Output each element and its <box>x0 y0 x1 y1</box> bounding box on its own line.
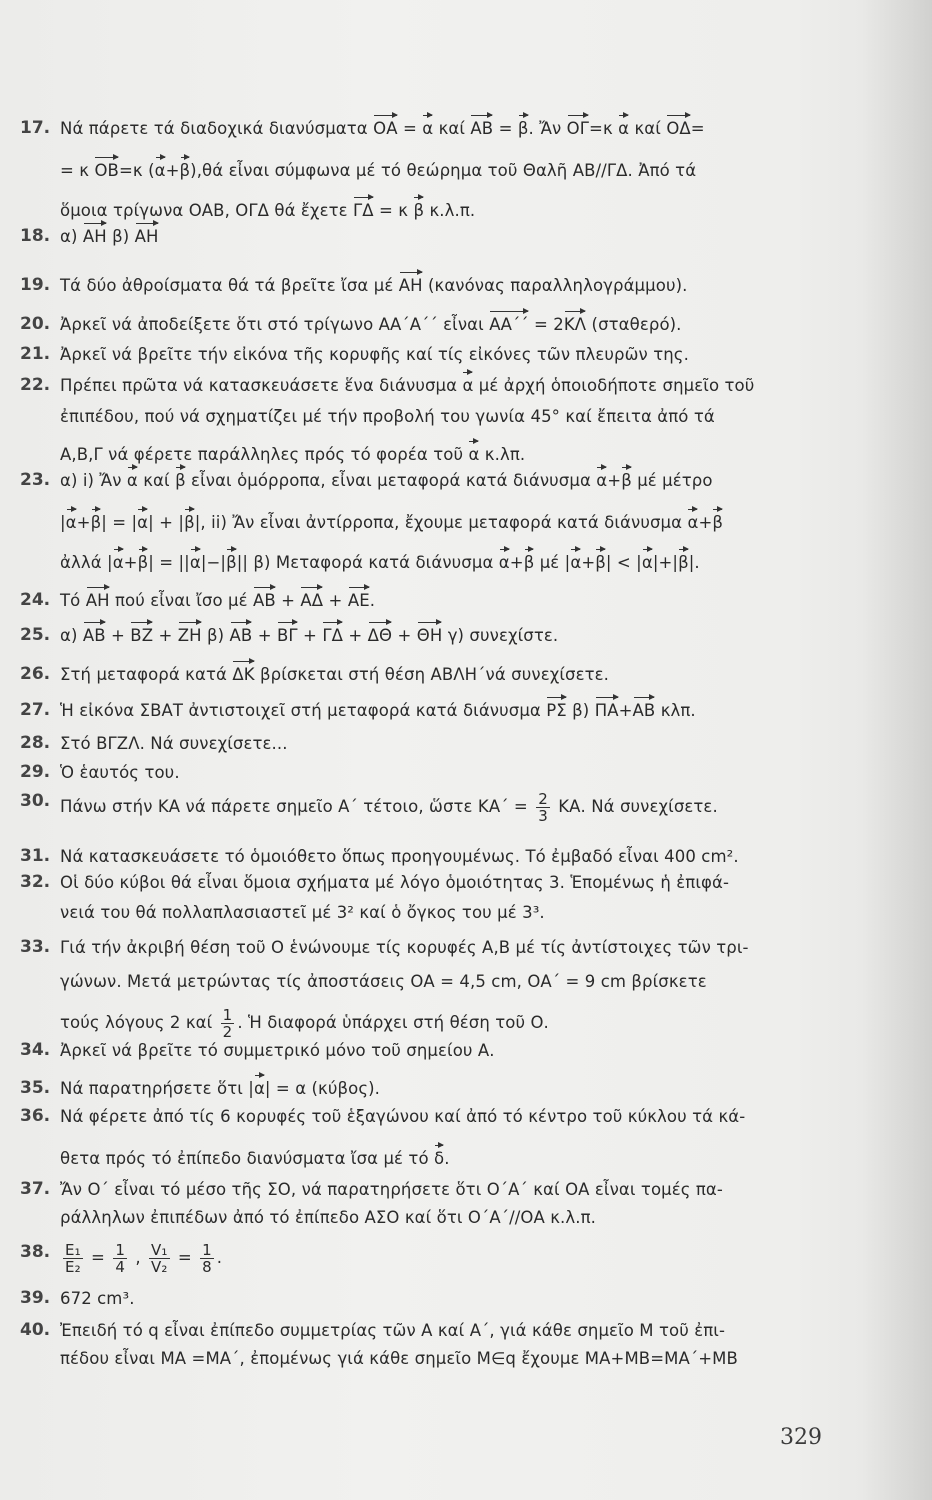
exercise-text-line: Τά δύο ἀθροίσματα θά τά βρεῖτε ἴσα μέ ΑΗ (κανόνας παραλληλογράμμου). <box>60 276 688 295</box>
exercise-text-line: γώνων. Μετά μετρώντας τίς ἀποστάσεις ΟΑ = 4,5 cm, ΟΑ΄ = 9 cm βρίσκετε <box>60 972 707 991</box>
vector-symbol: ΖΗ <box>177 626 202 645</box>
exercise-text-line: 672 cm³. <box>60 1289 135 1308</box>
exercise-number: 18. <box>20 226 51 246</box>
fraction: $\frac{2}{3}$ <box>538 790 548 825</box>
vector-symbol: ΟΑ <box>373 119 398 138</box>
exercise-number: 23. <box>20 470 51 490</box>
vector-symbol: α <box>253 1079 265 1098</box>
vector-symbol: α <box>498 553 510 572</box>
vector-symbol: ΑΗ <box>82 227 107 246</box>
vector-symbol: α <box>570 553 582 572</box>
exercise-text-line: Πάνω στήν ΚΑ νά πάρετε σημεῖο Α΄ τέτοιο, ὥστε ΚΑ΄ = $\frac{2}{3}$ ΚΑ. Νά συνεχίσετε. <box>60 790 718 825</box>
exercise-number: 34. <box>20 1040 51 1060</box>
vector-symbol: β <box>517 119 529 138</box>
vector-symbol: ΡΣ <box>546 701 567 720</box>
exercise-text-line: Οἱ δύο κύβοι θά εἶναι ὅμοια σχήματα μέ λόγο ὁμοιότητας 3. Ἑπομένως ἡ ἐπιφά- <box>60 873 730 892</box>
vector-symbol: ΑΒ <box>82 626 106 645</box>
vector-symbol: β <box>175 471 186 490</box>
page-edge-shadow <box>862 0 932 1500</box>
exercise-text-line: α) i) Ἄν α καί β εἶναι ὁμόρροπα, εἶναι μεταφορά κατά διάνυσμα α+β μέ μέτρο <box>60 471 713 490</box>
exercise-number: 22. <box>20 375 51 395</box>
vector-symbol: ΟΒ <box>94 161 119 180</box>
vector-symbol: ΔΘ <box>367 626 393 645</box>
vector-symbol: β <box>413 201 425 220</box>
vector-symbol: α <box>154 161 166 180</box>
vector-symbol: β <box>90 513 102 532</box>
exercise-number: 29. <box>20 762 51 782</box>
vector-symbol: α <box>189 553 201 572</box>
exercise-text-line: Στή μεταφορά κατά ΔΚ βρίσκεται στή θέση ΑΒΛΗ΄νά συνεχίσετε. <box>60 665 609 684</box>
vector-symbol: ΓΔ <box>352 201 374 220</box>
exercise-text-line: Ἀρκεῖ νά ἀποδείξετε ὅτι στό τρίγωνο ΑΑ΄Α΄΄ εἶναι ΑΑ΄΄ = 2ΚΛ (σταθερό). <box>60 315 682 334</box>
exercise-number: 25. <box>20 625 51 645</box>
vector-symbol: ΔΚ <box>232 665 255 684</box>
exercise-text-line: Ἡ εἰκόνα ΣΒΑΤ ἀντιστοιχεῖ στή μεταφορά κατά διάνυσμα ΡΣ β) ΠΑ+ΑΒ κλπ. <box>60 701 696 720</box>
exercise-text-line: ἀλλά |α+β| = ||α|−|β|| β) Μεταφορά κατά διάνυσμα α+β μέ |α+β| < |α|+|β|. <box>60 553 700 572</box>
vector-symbol: β <box>179 161 191 180</box>
exercise-number: 26. <box>20 664 51 684</box>
vector-symbol: ΑΕ <box>347 591 370 610</box>
exercise-text-line: = κ ΟΒ=κ (α+β),θά εἶναι σύμφωνα μέ τό θεώρημα τοῦ Θαλῆ ΑΒ//ΓΔ. Ἀπό τά <box>60 161 697 180</box>
exercise-number: 24. <box>20 590 51 610</box>
vector-symbol: ΓΔ <box>322 626 343 645</box>
fraction: $\frac{1}{4}$ <box>115 1241 125 1276</box>
exercise-text-line: Στό ΒΓΖΛ. Νά συνεχίσετε... <box>60 734 288 753</box>
exercise-text-line: Ἄν Ο΄ εἶναι τό μέσο τῆς ΣΟ, νά παρατηρήσετε ὅτι Ο΄Α΄ καί ΟΑ εἶναι τομές πα- <box>60 1180 723 1199</box>
exercise-number: 20. <box>20 314 51 334</box>
exercise-text-line: θετα πρός τό ἐπίπεδο διανύσματα ἴσα μέ τό δ. <box>60 1149 450 1168</box>
vector-symbol: α <box>137 513 149 532</box>
exercise-text-line: Ἀρκεῖ νά βρεῖτε τό συμμετρικό μόνο τοῦ σημείου Α. <box>60 1041 495 1060</box>
vector-symbol: ΒΖ <box>130 626 154 645</box>
exercise-number: 30. <box>20 791 51 811</box>
exercise-text-line: Ἐπειδή τό q εἶναι ἐπίπεδο συμμετρίας τῶν Α καί Α΄, γιά κάθε σημεῖο Μ τοῦ ἐπι- <box>60 1321 725 1340</box>
vector-symbol: β <box>184 513 195 532</box>
vector-symbol: ΑΒ <box>252 591 276 610</box>
exercise-text-line: Νά κατασκευάσετε τό ὁμοιόθετο ὅπως προηγουμένως. Τό ἐμβαδό εἶναι 400 cm². <box>60 847 739 866</box>
vector-symbol: ΑΑ΄΄ <box>489 315 529 334</box>
vector-symbol: β <box>678 553 689 572</box>
exercise-number: 35. <box>20 1078 51 1098</box>
exercise-text-line: Πρέπει πρῶτα νά κατασκευάσετε ἕνα διάνυσμα α μέ ἀρχή ὁποιοδήποτε σημεῖο τοῦ <box>60 376 755 395</box>
exercise-number: 36. <box>20 1106 51 1126</box>
vector-symbol: δ <box>434 1149 445 1168</box>
vector-symbol: ΑΒ <box>229 626 253 645</box>
exercise-text-line: νειά του θά πολλαπλασιαστεῖ μέ 3² καί ὁ ὄγκος του μέ 3³. <box>60 903 545 922</box>
exercise-text-line: ἐπιπέδου, πού νά σχηματίζει μέ τήν προβολή του γωνία 45° καί ἔπειτα ἀπό τά <box>60 407 715 426</box>
vector-symbol: ΚΛ <box>563 315 587 334</box>
exercise-text-line: α) ΑΒ + ΒΖ + ΖΗ β) ΑΒ + ΒΓ + ΓΔ + ΔΘ + ΘΗ γ) συνεχίστε. <box>60 626 559 645</box>
exercise-text-line: $\frac{\text{Ε₁}}{\text{Ε₂}}$ = $\frac{1}{4}$ , $\frac{\text{V₁}}{\text{V₂}}$ = $\frac{1}{8}$ . <box>65 1241 223 1276</box>
vector-symbol: β <box>595 553 606 572</box>
vector-symbol: β <box>621 471 632 490</box>
exercise-text-line: Νά παρατηρήσετε ὅτι |α| = α (κύβος). <box>60 1079 381 1098</box>
vector-symbol: β <box>137 553 149 572</box>
exercise-text-line: α) ΑΗ β) ΑΗ <box>60 227 159 246</box>
fraction: $\frac{1}{2}$ <box>222 1006 233 1041</box>
vector-symbol: α <box>126 471 138 490</box>
vector-symbol: ΑΒ <box>632 701 656 720</box>
fraction: $\frac{1}{8}$ <box>202 1241 212 1276</box>
vector-symbol: α <box>462 376 474 395</box>
vector-symbol: ΘΗ <box>416 626 443 645</box>
vector-symbol: β <box>712 513 724 532</box>
vector-symbol: ΑΗ <box>134 227 159 246</box>
exercise-number: 39. <box>20 1288 51 1308</box>
vector-symbol: ΠΑ <box>594 701 619 720</box>
exercise-number: 32. <box>20 872 51 892</box>
fraction: $\frac{\text{Ε₁}}{\text{Ε₂}}$ <box>65 1241 81 1276</box>
exercise-number: 37. <box>20 1179 51 1199</box>
vector-symbol: α <box>618 119 630 138</box>
vector-symbol: α <box>596 471 608 490</box>
exercise-text-line: Τό ΑΗ πού εἶναι ἴσο μέ ΑΒ + ΑΔ + ΑΕ. <box>60 591 376 610</box>
vector-symbol: β <box>523 553 535 572</box>
exercise-number: 38. <box>20 1242 51 1262</box>
exercise-number: 28. <box>20 733 51 753</box>
exercise-text-line: τούς λόγους 2 καί $\frac{1}{2}$ . Ἡ διαφορά ὑπάρχει στή θέση τοῦ Ο. <box>60 1006 549 1041</box>
vector-symbol: α <box>687 513 699 532</box>
vector-symbol: ΑΒ <box>470 119 494 138</box>
exercise-number: 27. <box>20 700 51 720</box>
exercise-text-line: Ἀρκεῖ νά βρεῖτε τήν εἰκόνα τῆς κορυφῆς καί τίς εἰκόνες τῶν πλευρῶν της. <box>60 345 689 364</box>
vector-symbol: ΑΔ <box>300 591 324 610</box>
exercise-text-line: πέδου εἶναι ΜΑ =ΜΑ΄, ἐπομένως γιά κάθε σημεῖο Μ∈q ἔχουμε ΜΑ+ΜΒ=ΜΑ΄+ΜΒ <box>60 1349 738 1368</box>
vector-symbol: ΟΔ <box>666 119 691 138</box>
vector-symbol: α <box>422 119 434 138</box>
page-number: 329 <box>780 1425 822 1450</box>
exercise-text-line: Γιά τήν ἀκριβή θέση τοῦ Ο ἑνώνουμε τίς κορυφές Α,Β μέ τίς ἀντίστοιχες τῶν τρι- <box>60 938 749 957</box>
exercise-text-line: Νά πάρετε τά διαδοχικά διανύσματα ΟΑ = α καί ΑΒ = β. Ἄν ΟΓ=κ α καί ΟΔ= <box>60 119 705 138</box>
exercise-text-line: ράλληλων ἐπιπέδων ἀπό τό ἐπίπεδο ΑΣΟ καί ὅτι Ο΄Α΄//ΟΑ κ.λ.π. <box>60 1208 596 1227</box>
exercise-number: 19. <box>20 275 51 295</box>
vector-symbol: α <box>112 553 124 572</box>
exercise-number: 17. <box>20 118 51 138</box>
exercise-number: 31. <box>20 846 51 866</box>
fraction: $\frac{\text{V₁}}{\text{V₂}}$ <box>151 1241 168 1276</box>
exercise-text-line: Α,Β,Γ νά φέρετε παράλληλες πρός τό φορέα τοῦ α κ.λπ. <box>60 445 526 464</box>
vector-symbol: α <box>641 553 653 572</box>
exercise-text-line: Ὁ ἑαυτός του. <box>60 763 180 782</box>
vector-symbol: ΟΓ <box>566 119 590 138</box>
vector-symbol: ΑΗ <box>398 276 423 295</box>
exercise-number: 40. <box>20 1320 51 1340</box>
exercise-number: 21. <box>20 344 51 364</box>
exercise-text-line: Νά φέρετε ἀπό τίς 6 κορυφές τοῦ ἑξαγώνου καί ἀπό τό κέντρο τοῦ κύκλου τά κά- <box>60 1107 746 1126</box>
exercise-text-line: |α+β| = |α| + |β|, ii) Ἄν εἶναι ἀντίρροπα, ἔχουμε μεταφορά κατά διάνυσμα α+β <box>60 513 724 532</box>
exercise-text-line: ὅμοια τρίγωνα ΟΑΒ, ΟΓΔ θά ἔχετε ΓΔ = κ β κ.λ.π. <box>60 201 476 220</box>
vector-symbol: α <box>468 445 480 464</box>
exercise-number: 33. <box>20 937 51 957</box>
vector-symbol: ΑΗ <box>85 591 110 610</box>
vector-symbol: β <box>226 553 237 572</box>
vector-symbol: ΒΓ <box>276 626 298 645</box>
vector-symbol: α <box>65 513 77 532</box>
